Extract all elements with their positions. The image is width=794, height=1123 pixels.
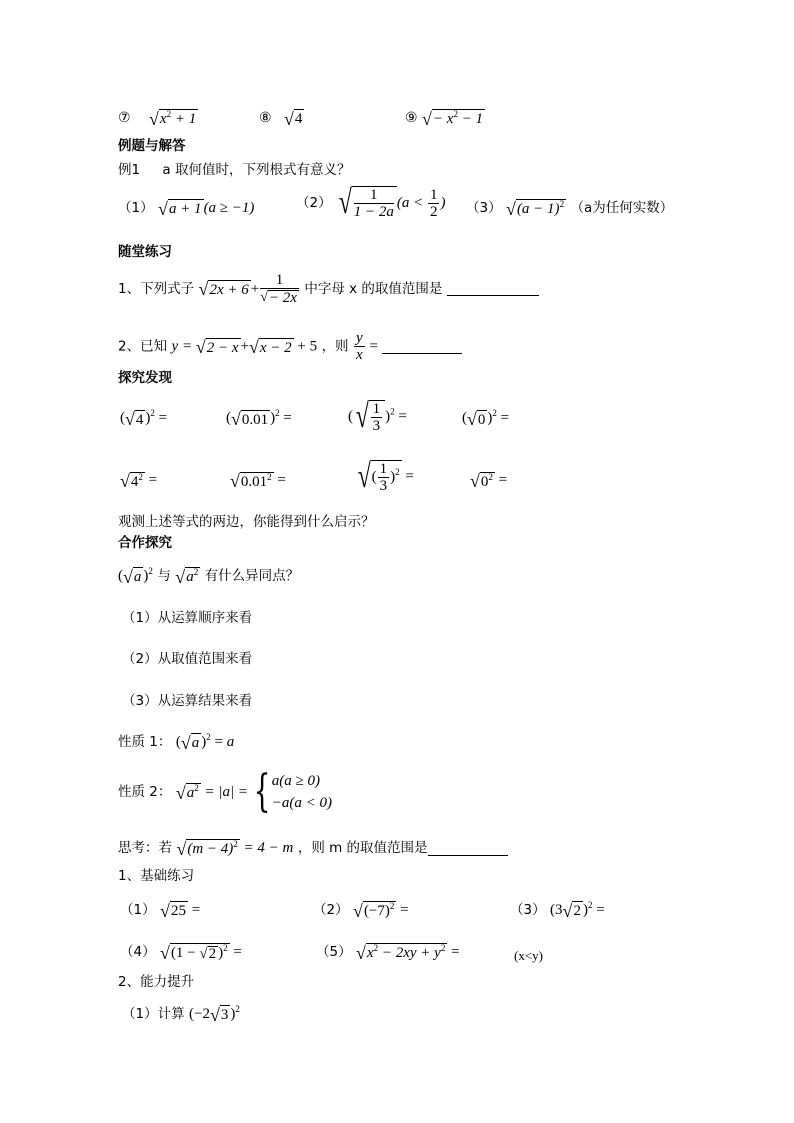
item-3-label: （3） [466, 200, 502, 217]
expr-sqrt-a-minus-1-sq: $√(a - 1)^2$ [506, 198, 565, 219]
row-radicals-7-9 [118, 108, 198, 128]
basic-item-5-condition: (x<y) [514, 948, 543, 963]
basic-item-5-label: （5） [316, 944, 352, 961]
practice-q2-mid: ，则 [321, 338, 349, 355]
explore-note: 观测上述等式的两边，你能得到什么启示？ [118, 514, 375, 530]
label-7: ⑦ [118, 110, 131, 127]
example-1-text: a 取何值时，下列根式有意义？ [162, 162, 351, 178]
property-2-label: 性质 2： [118, 784, 172, 800]
property-1-label: 性质 1： [118, 734, 172, 751]
basic-item-3-label: （3） [510, 902, 546, 919]
basic-item-2-label: （2） [313, 902, 349, 919]
coop-item-1: （1）从运算顺序来看 [122, 610, 253, 626]
basic-item-1: （1） √25 = [120, 900, 201, 921]
advance-item-1: （1）计算 (−2√3 )$^2$ [122, 1004, 240, 1025]
expr-sqrt-x-minus-2: √x − 2 [248, 337, 292, 358]
practice-q2-prefix: 2、已知 [118, 338, 168, 355]
expr-8: √4 [284, 108, 303, 129]
coop-question-suffix: 有什么异同点？ [204, 568, 300, 585]
explore-row1-c: (√ $\frac{1}{3}$ )$^2$ = [348, 398, 407, 435]
expr-sqrt-2-minus-x: √2 − x [195, 337, 239, 358]
label-9: ⑨ [405, 110, 418, 127]
think-suffix: ，则 m 的取值范围是 [297, 840, 428, 857]
answer-blank-2[interactable] [382, 339, 462, 354]
practice-q1: 1、下列式子 √2x + 6 + $\frac{1}{√- 2x}$ 中字母 x 的取值范围是 [118, 272, 539, 306]
basic-item-5: （5） $√x^2 - 2xy + y^2$ = [316, 942, 460, 963]
explore-row1-a: (√4 )$^2$ = [120, 408, 168, 430]
explore-row2-d: $√0^2$ = [470, 471, 508, 492]
label-8: ⑧ [259, 110, 272, 127]
answer-blank-1[interactable] [447, 281, 539, 296]
heading-examples: 例题与解答 [118, 138, 186, 154]
answer-blank-3[interactable] [428, 841, 508, 856]
basic-item-4-label: （4） [120, 944, 156, 961]
property-2: 性质 2： $√a^2 = |a|$ = { a(a ≥ 0) −a(a < 0) [118, 766, 332, 817]
expr-sqrt-frac: √ $\frac{1}{1 - 2a}$ [336, 186, 397, 220]
coop-item-2: （2）从取值范围来看 [122, 651, 253, 667]
think-question: 思考：若 $√(m - 4)^2 = 4 - m$ ，则 m 的取值范围是 [118, 838, 508, 858]
explore-row2-c: √( $\frac{1}{3}$ )$^2$ = [357, 458, 414, 495]
explore-row1-d: (√0 )$^2$ = [462, 408, 510, 430]
basic-item-4: （4） √(1 − √2 )$^2$ = [120, 942, 242, 963]
practice-q2: 2、已知 y = √2 − x +√x − 2 + 5 ，则 $\frac{y}{x}$ = [118, 330, 462, 363]
expr-sqrt-a-plus-1: √a + 1 [158, 198, 202, 219]
property-1: 性质 1： (√a )$^2$ = a [118, 732, 235, 753]
heading-explore: 探究发现 [118, 370, 172, 386]
explore-row2-a: $√4^2$ = [120, 471, 158, 492]
basic-item-3: （3） (3√2 )$^2$ = [510, 900, 605, 921]
example-1-item-2: （2） √ $\frac{1}{1 - 2a}$ (a < $\frac{1}{2}$ ) [296, 184, 446, 221]
item-1-label: （1） [118, 200, 154, 217]
item-2-label: （2） [296, 195, 332, 211]
explore-row1-b: (√0.01 )$^2$ = [226, 408, 292, 430]
example-1 [118, 160, 350, 180]
advance-item-1-label: （1）计算 [122, 1006, 185, 1023]
row-radical-9 [405, 108, 485, 128]
coop-question: (√a )$^2$ 与 $√a^2$ 有什么异同点？ [118, 566, 300, 587]
basic-title: 1、基础练习 [118, 868, 195, 884]
coop-question-mid: 与 [157, 568, 171, 585]
heading-coop: 合作探究 [118, 535, 172, 551]
explore-row2-b: $√0.01^2$ = [230, 471, 286, 492]
example-1-item-1: （1） √a + 1 (a ≥ −1) [118, 198, 255, 219]
expr-7: $√x^2 + 1$ [149, 108, 197, 129]
expr-9: √− $x^2 - 1$ [422, 108, 484, 129]
basic-item-1-label: （1） [120, 902, 156, 919]
heading-practice: 随堂练习 [118, 244, 172, 260]
item-3-note: （a为任何实数） [570, 200, 674, 217]
practice-q1-prefix: 1、下列式子 [118, 280, 195, 297]
practice-q1-suffix: 中字母 x 的取值范围是 [304, 280, 443, 297]
advance-title: 2、能力提升 [118, 974, 195, 990]
example-1-item-3 [466, 198, 673, 218]
basic-item-2: （2） $√(-7)^2$ = [313, 900, 409, 921]
expr-sqrt-2x-plus-6: √2x + 6 [198, 279, 249, 300]
row-radical-8 [259, 108, 304, 128]
coop-item-3: （3）从运算结果来看 [122, 693, 253, 709]
think-prefix: 思考：若 [118, 840, 172, 857]
example-1-label: 例1 [118, 162, 141, 178]
